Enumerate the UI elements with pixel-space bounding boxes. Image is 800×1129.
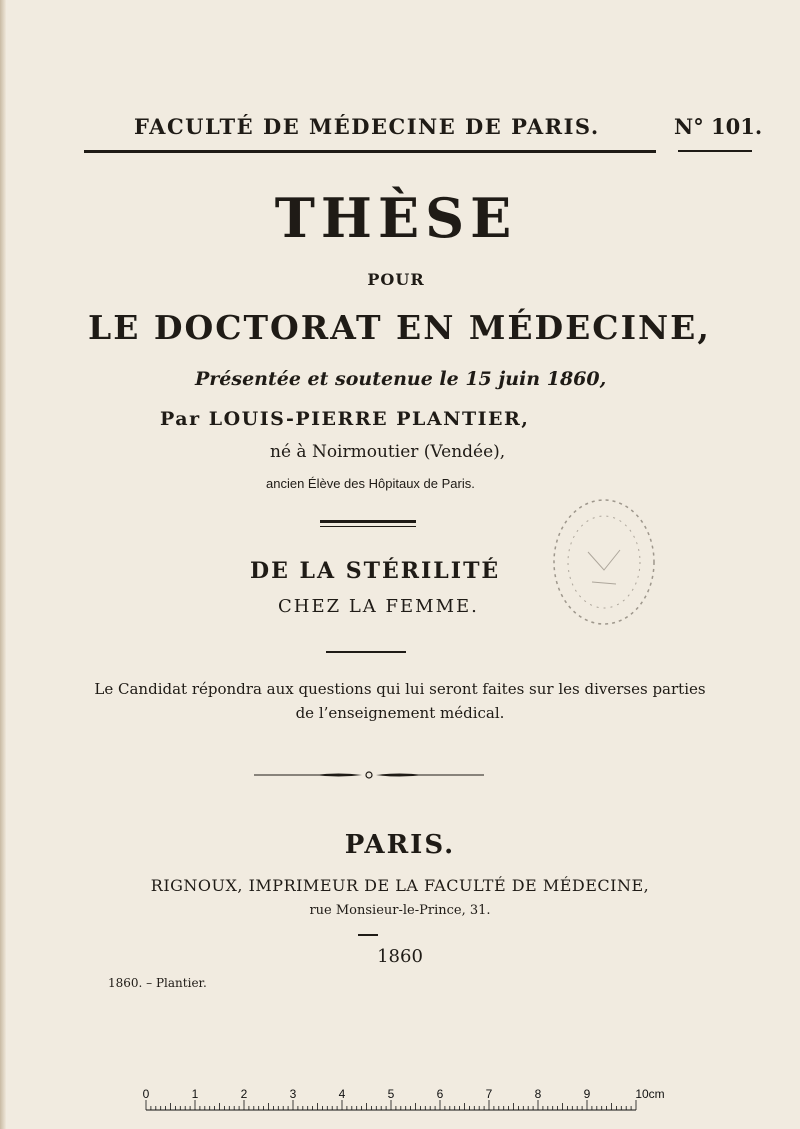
scale-label: 0 [142,1087,150,1101]
scale-label: 4 [338,1087,346,1101]
doctorate-title: LE DOCTORAT EN MÉDECINE, [88,308,711,347]
footnote: 1860. – Plantier. [108,976,207,990]
subject-subtitle: CHEZ LA FEMME. [278,596,479,617]
author-name: Par LOUIS-PIERRE PLANTIER, [160,408,530,430]
scale-label: 9 [583,1087,591,1101]
scale-label: 2 [240,1087,248,1101]
centimeter-scale [140,1084,665,1124]
scale-label: 1 [191,1087,199,1101]
imprint-city: PARIS. [344,830,456,860]
scale-label: 5 [387,1087,395,1101]
author-title: ancien Élève des Hôpitaux de Paris. [266,476,475,491]
imprint-year: 1860 [377,946,423,967]
scale-label: 10cm [635,1087,665,1101]
imprint-address: rue Monsieur-le-Prince, 31. [309,903,491,918]
birthplace: né à Noirmoutier (Vendée), [270,442,506,462]
divider-thin [320,526,416,527]
scale-label: 7 [485,1087,493,1101]
defense-date: Présentée et soutenue le 15 juin 1860, [195,368,607,390]
library-stamp [548,492,660,632]
pour-label: POUR [367,270,425,289]
thesis-title: THÈSE [274,186,518,250]
imprint-printer: RIGNOUX, IMPRIMEUR DE LA FACULTÉ DE MÉDECINE, [150,876,650,895]
scale-label: 6 [436,1087,444,1101]
thesis-number: N° 101. [674,114,763,139]
scale-label: 3 [289,1087,297,1101]
header-rule-right [678,150,752,152]
scale-label: 8 [534,1087,542,1101]
faculty-header: FACULTÉ DE MÉDECINE DE PARIS. [134,114,600,139]
notice-line-2: de l’enseignement médical. [295,704,505,722]
header-rule [84,150,656,153]
divider-short [326,651,406,653]
ornamental-rule [254,770,484,780]
notice-line-1: Le Candidat répondra aux questions qui lui seront faites sur les diverses parties [94,680,706,698]
subject-title: DE LA STÉRILITÉ [250,558,501,584]
year-dash [358,934,378,936]
divider-thick [320,520,416,523]
